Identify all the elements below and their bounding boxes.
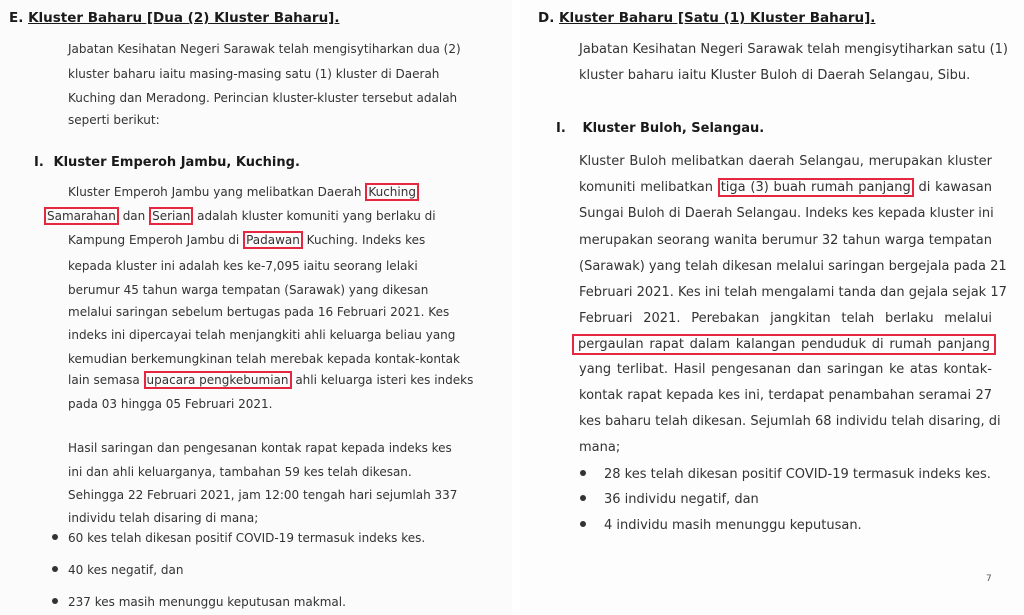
left-bullet-item	[52, 563, 183, 577]
right-subsection-heading	[556, 121, 764, 136]
section-d-prefix: D.	[538, 10, 555, 26]
left-p1-line-1	[68, 185, 416, 199]
text-span: ahli keluarga isteri kes indeks	[291, 373, 474, 387]
bullet-text: 237 kes masih menunggu keputusan makmal.	[68, 595, 346, 609]
right-p1-line-11: kes baharu telah dikesan. Sejumlah 68 individu telah disaring, di	[579, 414, 1001, 429]
left-p1-line-7: indeks ini dipercayai telah menjangkiti ahli keluarga beliau yang	[68, 328, 456, 342]
right-p1-line-1: Kluster Buloh melibatkan daerah Selangau, merupakan kluster	[579, 154, 992, 169]
bullet-text: 36 individu negatif, dan	[604, 492, 759, 507]
right-bullet-item	[580, 518, 862, 533]
left-p1-line-9	[68, 373, 474, 387]
bullet-text: 4 individu masih menunggu keputusan.	[604, 518, 862, 533]
highlight-tiga-rumah-panjang: tiga (3) buah rumah panjang	[718, 178, 914, 197]
left-intro-line: Jabatan Kesihatan Negeri Sarawak telah mengisytiharkan dua (2)	[68, 42, 461, 56]
right-p1-line-9: yang terlibat. Hasil pengesanan dan saringan ke atas kontak-	[579, 362, 992, 377]
bullet-text: 28 kes telah dikesan positif COVID-19 termasuk indeks kes.	[604, 467, 991, 482]
left-p1-line-4: kepada kluster ini adalah kes ke-7,095 iaitu seorang lelaki	[68, 259, 418, 273]
left-p2-line: ini dan ahli keluarganya, tambahan 59 kes telah dikesan.	[68, 465, 412, 479]
text-span: lain semasa	[68, 373, 144, 387]
left-p2-line: Sehingga 22 Februari 2021, jam 12:00 tengah hari sejumlah 337	[68, 488, 458, 502]
text-span: komuniti melibatkan	[579, 180, 718, 195]
right-p1-line-6: Februari 2021. Kes ini telah mengalami tanda dan gejala sejak 17	[579, 285, 1007, 300]
left-p1-line-10: pada 03 hingga 05 Februari 2021.	[68, 397, 273, 411]
left-subsection-heading	[34, 155, 300, 170]
text-span: Kuching. Indeks kes	[302, 233, 426, 247]
right-bullet-item	[580, 467, 991, 482]
page-number: 7	[986, 574, 992, 584]
right-p1-line-3: Sungai Buloh di Daerah Selangau. Indeks kes kepada kluster ini	[579, 206, 994, 221]
left-p1-line-5: berumur 45 tahun warga tempatan (Sarawak) yang dikesan	[68, 283, 429, 297]
highlight-padawan: Padawan	[243, 231, 303, 249]
text-span: adalah kluster komuniti yang berlaku di	[193, 209, 436, 223]
left-bullet-item	[52, 531, 425, 545]
left-intro-line: kluster baharu iaitu masing-masing satu (1) kluster di Daerah	[68, 67, 440, 81]
section-e-title: Kluster Baharu [Dua (2) Kluster Baharu].	[28, 10, 340, 26]
bullet-icon	[580, 521, 586, 527]
text-span: Kluster Emperoh Jambu yang melibatkan Daerah	[68, 185, 366, 199]
bullet-icon	[580, 470, 586, 476]
left-subsection-number: I.	[34, 155, 44, 170]
left-intro-line: Kuching dan Meradong. Perincian kluster-kluster tersebut adalah	[68, 91, 458, 105]
right-intro-line: Jabatan Kesihatan Negeri Sarawak telah mengisytiharkan satu (1)	[579, 42, 1008, 57]
right-bullet-item	[580, 492, 759, 507]
highlight-serian: Serian	[149, 207, 193, 225]
highlight-samarahan: Samarahan	[44, 207, 119, 225]
right-p1-line-2	[579, 180, 992, 195]
left-p1-line-3	[68, 233, 426, 247]
right-intro-line: kluster baharu iaitu Kluster Buloh di Daerah Selangau, Sibu.	[579, 68, 971, 83]
section-d-heading	[538, 10, 875, 26]
left-p1-line-6: melalui saringan sebelum bertugas pada 16 Februari 2021. Kes	[68, 305, 450, 319]
right-subsection-title: Kluster Buloh, Selangau.	[582, 121, 765, 136]
left-subsection-title: Kluster Emperoh Jambu, Kuching.	[53, 155, 300, 170]
text-span: Kampung Emperoh Jambu di	[68, 233, 244, 247]
right-p1-line-10: kontak rapat kepada kes ini, terdapat penambahan seramai 27	[579, 388, 992, 403]
bullet-icon	[52, 598, 58, 604]
text-span: di kawasan	[913, 180, 992, 195]
left-bullet-item	[52, 595, 346, 609]
bullet-text: 60 kes telah dikesan positif COVID-19 termasuk indeks kes.	[68, 531, 426, 545]
right-p1-line-7: Februari 2021. Perebakan jangkitan telah berlaku melalui	[579, 311, 992, 326]
right-p1-line-5: (Sarawak) yang telah dikesan melalui saringan bergejala pada 21	[579, 259, 1007, 274]
right-p1-line-12: mana;	[579, 440, 621, 455]
bullet-icon	[52, 534, 58, 540]
highlight-pergaulan-rapat: pergaulan rapat dalam kalangan penduduk di rumah panjang	[572, 334, 996, 355]
section-e-heading	[9, 10, 339, 26]
left-p1-line-8: kemudian berkemungkinan telah merebak kepada kontak-kontak	[68, 352, 460, 366]
left-p2-line: Hasil saringan dan pengesanan kontak rapat kepada indeks kes	[68, 441, 452, 455]
highlight-kuching: Kuching	[365, 183, 419, 201]
left-intro-line: seperti berikut:	[68, 113, 160, 127]
bullet-icon	[52, 566, 58, 572]
left-p1-line-2	[44, 209, 436, 223]
bullet-icon	[580, 495, 586, 501]
right-subsection-number: I.	[556, 121, 566, 136]
highlight-upacara-pengkebumian: upacara pengkebumian	[144, 371, 292, 389]
left-p2-line: individu telah disaring di mana;	[68, 511, 259, 525]
text-span: dan	[118, 209, 150, 223]
bullet-text: 40 kes negatif, dan	[68, 563, 184, 577]
right-p1-line-4: merupakan seorang wanita berumur 32 tahun warga tempatan	[579, 233, 992, 248]
section-e-prefix: E.	[9, 10, 24, 26]
right-p1-line-8	[572, 334, 996, 355]
section-d-title: Kluster Baharu [Satu (1) Kluster Baharu].	[559, 10, 876, 26]
